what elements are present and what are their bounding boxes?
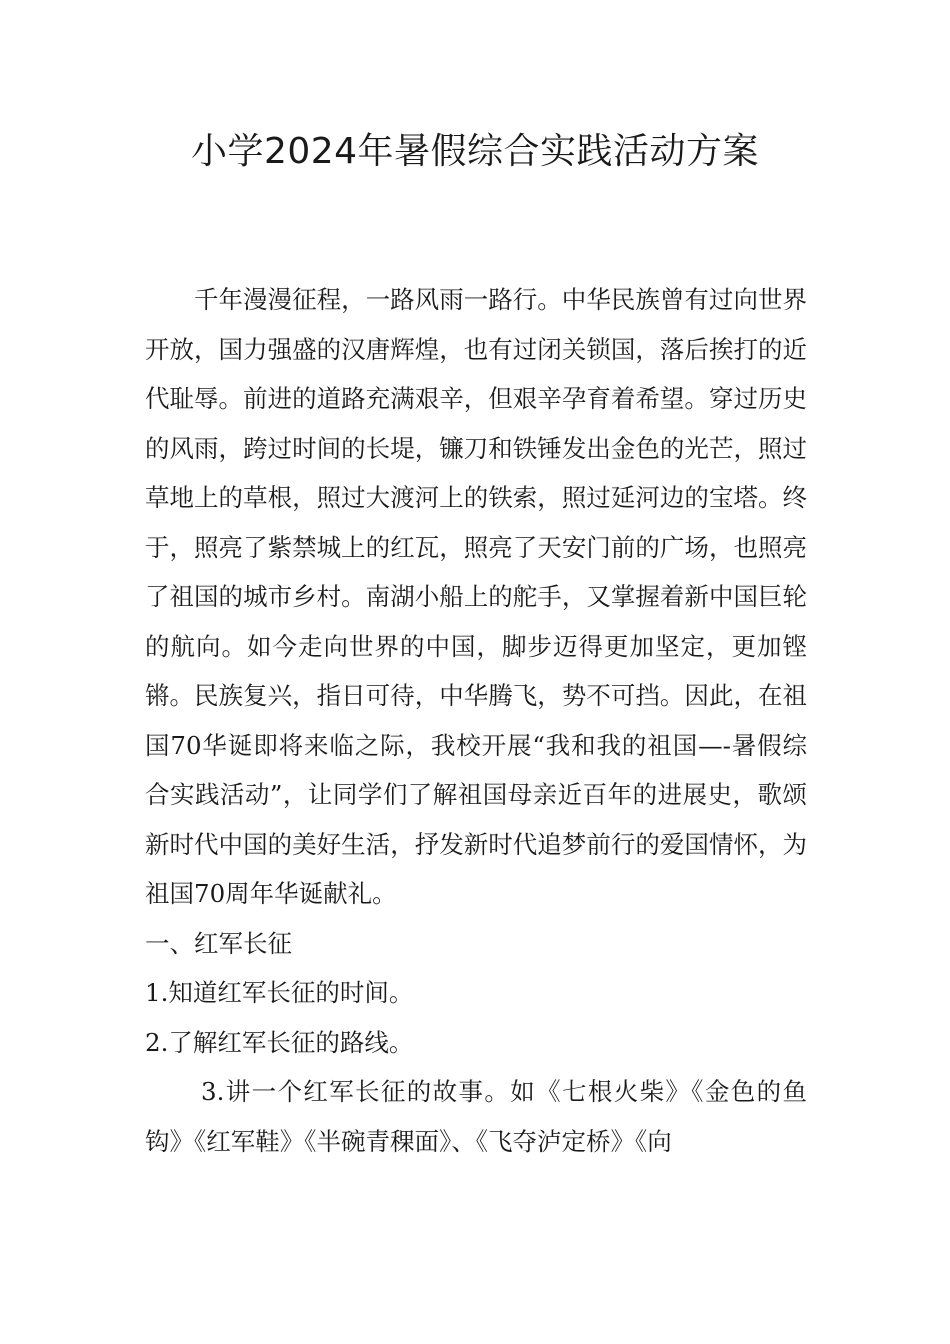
document-body: [145, 275, 807, 1166]
document-title: 小学2024年暑假综合实践活动方案: [190, 131, 760, 172]
list-item: 3.讲一个红军长征的故事。如《七根火柴》《金色的鱼钩》《红军鞋》《半碗青稞面》、《飞夺泸定桥》《向: [145, 1077, 807, 1156]
section-heading: 一、红军长征: [145, 928, 292, 958]
list-item: 2.了解红军长征的路线。: [145, 1027, 414, 1057]
list-item: 1.知道红军长征的时间。: [145, 978, 414, 1007]
intro-paragraph: 千年漫漫征程，一路风雨一路行。中华民族曾有过向世界开放，国力强盛的汉唐辉煌，也有过闭关锁国，落后挨打的近代耻辱。前进的道路充满艰辛，但艰辛孕育着希望。穿过历史的风雨，跨过时间的长堤，镰刀和铁锤发出金色的光芒，照过草地上的草根，照过大渡河上的铁索，照过延河边的宝塔。终于，照亮了紫禁城上的红瓦，照亮了天安门前的广场，也照亮了祖国的城市乡村。南湖小船上的舵手，又掌握着新中国巨轮的航向。如今走向世界的中国，脚步迈得更加坚定，更加铿锵。民族复兴，指日可待，中华腾飞，势不可挡。因此，在祖国70华诞即将来临之际，我校开展“我和我的祖国—-暑假综合实践活动”，让同学们了解祖国母亲近百年的进展史，歌颂新时代中国的美好生活，抒发新时代追梦前行的爱国情怀，为祖国70周年华诞献礼。: [145, 285, 807, 908]
